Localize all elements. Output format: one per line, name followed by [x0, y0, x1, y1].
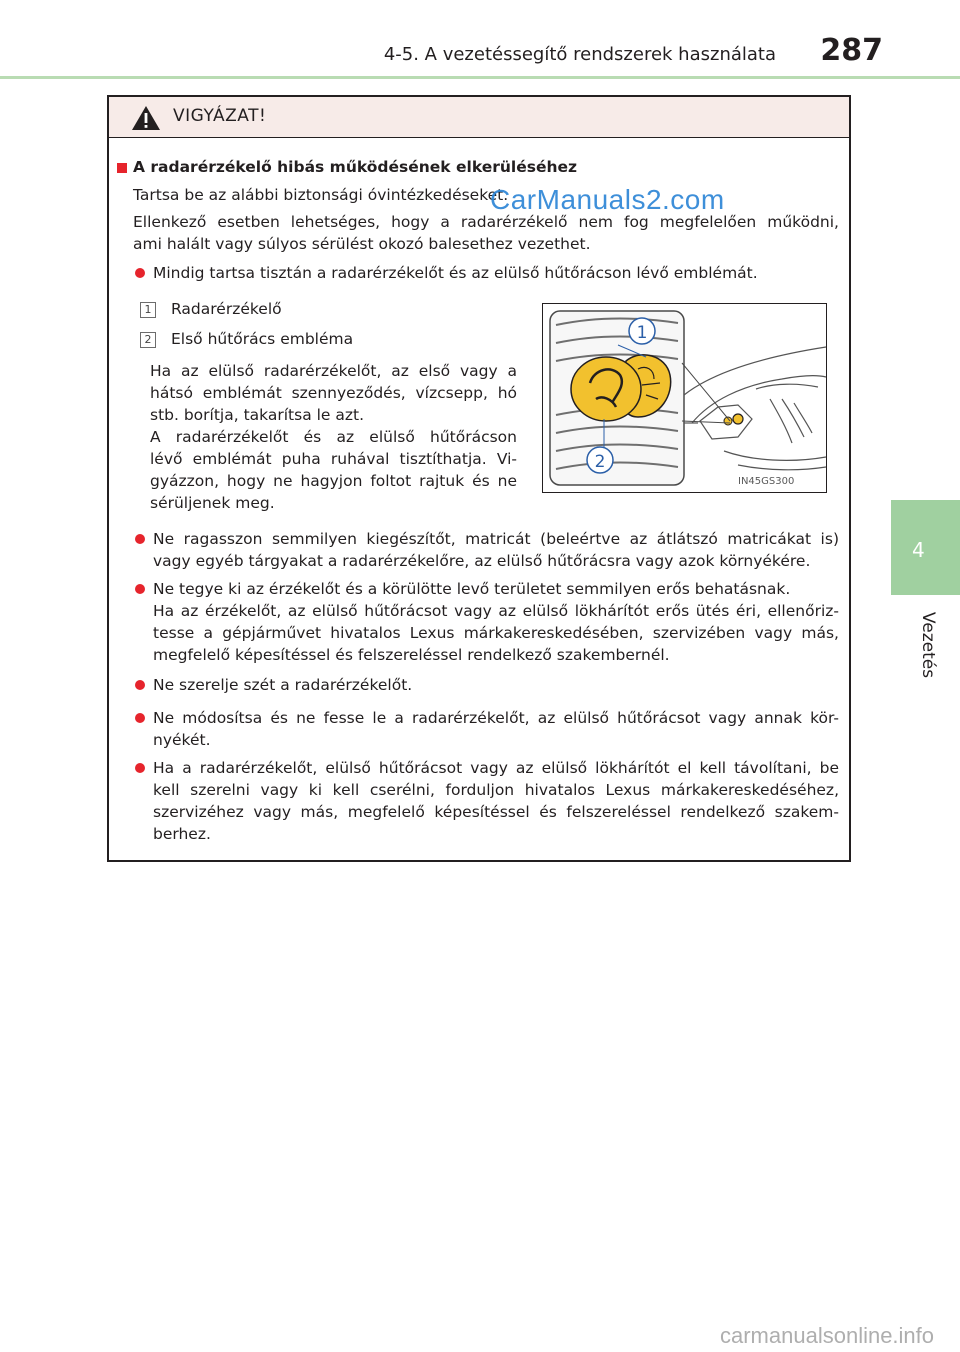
callout-label-1: 1	[636, 323, 648, 343]
bullet-3-text-b: Ha az érzékelőt, az elülső hűtőrácsot vagy az elülső lökhárítót erős ütés éri, ellenőriz-	[153, 602, 839, 620]
bullet-2-text-b: vagy egyéb tárgyakat a radarérzékelőre, az elülső hűtőrácsra vagy azok környékére.	[153, 552, 811, 570]
watermark-carmanualsonline[interactable]: carmanualsonline.info	[720, 1323, 935, 1348]
bullet-dot-icon	[135, 268, 145, 278]
bullet-dot-icon	[135, 534, 145, 544]
watermark-carmanuals2: CarManuals2.com	[490, 184, 725, 215]
bullet-2-text-a: Ne ragasszon semmilyen kiegészítőt, matricát (beleértve az átlátszó matricákat is)	[153, 530, 839, 548]
caution-title: VIGYÁZAT!	[173, 106, 267, 126]
bullet-dot-icon	[135, 680, 145, 690]
bullet-1-text: Mindig tartsa tisztán a radarérzékelőt és az elülső hűtőrácson lévő emblémát.	[153, 264, 758, 282]
bullet-6-text-c: szervizéhez vagy más, megfelelő képesítéssel és felszereléssel rendelkező szakem-	[153, 803, 839, 821]
intro-text-2b: ami halált vagy súlyos sérülést okozó balesethez vezethet.	[133, 235, 591, 253]
bullet-5-text-a: Ne módosítsa és ne fesse le a radarérzékelőt, az elülső hűtőrácsot vagy annak kör-	[153, 709, 839, 727]
warning-triangle-icon	[131, 105, 161, 131]
clean-text-1: Ha az elülső radarérzékelőt, az első vagy a	[150, 362, 517, 380]
figure-code: IN45GS300	[738, 476, 795, 487]
intro-text-1: Tartsa be az alábbi biztonsági óvintézkedéseket.	[133, 186, 509, 204]
page-number: 287	[820, 33, 883, 68]
chapter-number: 4	[912, 538, 925, 562]
bullet-4-text: Ne szerelje szét a radarérzékelőt.	[153, 676, 413, 694]
bullet-dot-icon	[135, 713, 145, 723]
bullet-6-text-a: Ha a radarérzékelőt, elülső hűtőrácsot vagy az elülső lökhárítót el kell távolítani, be	[153, 759, 839, 777]
intro-text-2a: Ellenkező esetben lehetséges, hogy a radarérzékelő nem fog megfelelően működni,	[133, 213, 839, 231]
legend-number-2: 2	[140, 332, 156, 348]
chapter-label-wrap	[896, 605, 960, 685]
clean-text-3: stb. borítja, takarítsa le azt.	[150, 406, 365, 424]
header-divider	[0, 76, 960, 79]
bullet-dot-icon	[135, 584, 145, 594]
sensor-marker	[733, 414, 743, 424]
clean-text-2: hátsó emblémát szennyeződés, vízcsepp, hó	[150, 384, 517, 402]
section-square-icon	[117, 163, 127, 173]
clean-text-6: gyázzon, hogy ne hagyjon foltot rajtuk és ne	[150, 472, 517, 490]
chapter-tab[interactable]	[891, 500, 960, 595]
section-heading: A radarérzékelő hibás működésének elkerüléséhez	[133, 158, 578, 176]
callout-label-2: 2	[594, 452, 606, 472]
bullet-3-text-d: megfelelő képesítéssel és felszereléssel rendelkező szakembernél.	[153, 646, 670, 664]
bullet-6-text-d: berhez.	[153, 825, 211, 843]
bullet-3-text-a: Ne tegye ki az érzékelőt és a körülötte levő területet semmilyen erős behatásnak.	[153, 580, 791, 598]
bullet-dot-icon	[135, 763, 145, 773]
clean-text-4: A radarérzékelőt és az elülső hűtőrácson	[150, 428, 517, 446]
section-title: 4-5. A vezetéssegítő rendszerek használata	[383, 44, 776, 65]
legend-label-1: Radarérzékelő	[171, 300, 282, 318]
grille-emblem-shape	[571, 357, 641, 421]
legend-number-1: 1	[140, 302, 156, 318]
legend-label-2: Első hűtőrács embléma	[171, 330, 354, 348]
radar-sensor-illustration	[542, 303, 827, 493]
clean-text-7: sérüljenek meg.	[150, 494, 275, 512]
caution-header	[109, 97, 849, 138]
chapter-label: Vezetés	[918, 611, 939, 679]
clean-text-5: lévő emblémát puha ruhával tisztíthatja. Vi-	[150, 450, 517, 468]
bullet-6-text-b: kell szerelni vagy ki kell cserélni, forduljon hivatalos Lexus márkakereskedéséhez,	[153, 781, 839, 799]
bullet-3-text-c: tesse a gépjárművet hivatalos Lexus márkakereskedésében, szervizében vagy más,	[153, 624, 839, 642]
bullet-5-text-b: nyékét.	[153, 731, 211, 749]
